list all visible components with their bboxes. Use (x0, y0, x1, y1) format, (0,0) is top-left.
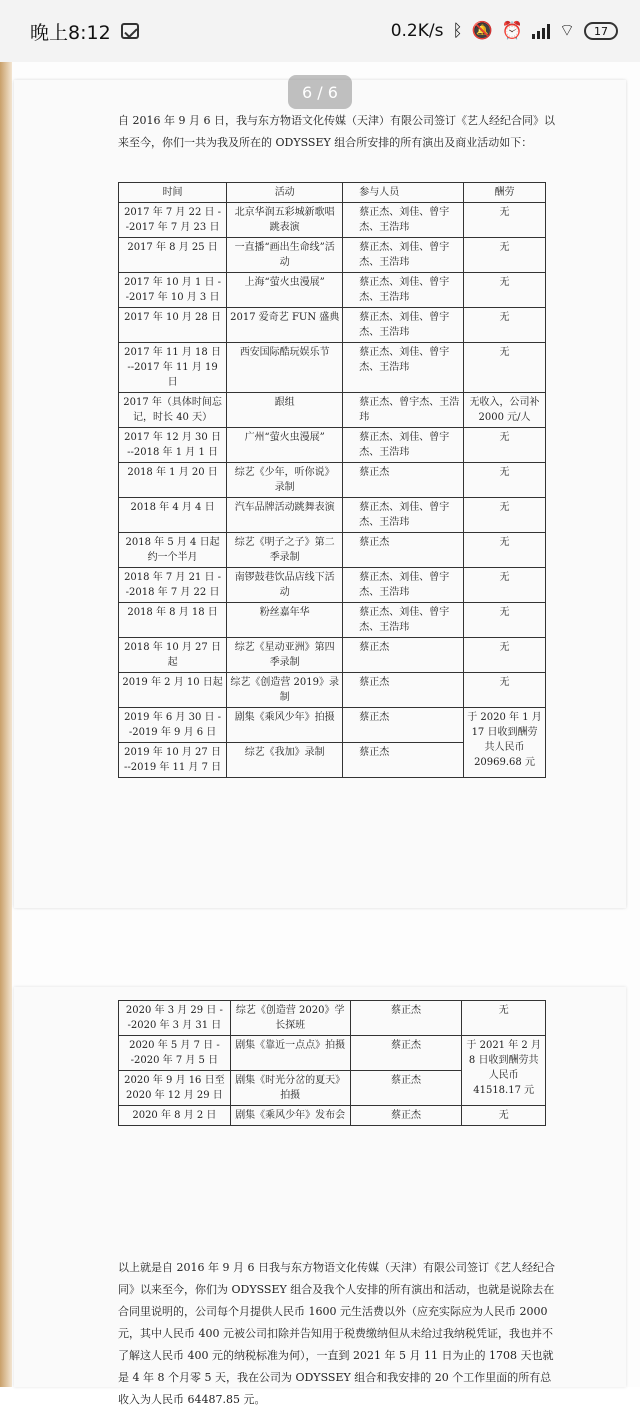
cell-people: 蔡正杰、刘佳、曾宇杰、王浩玮 (343, 343, 464, 393)
cell-activity: 汽车品牌活动跳舞表演 (227, 498, 343, 533)
cell-activity: 2017 爱奇艺 FUN 盛典 (227, 308, 343, 343)
table-row (119, 673, 546, 708)
cell-time: 2020 年 9 月 16 日至 2020 年 12 月 29 日 (119, 1071, 231, 1106)
previous-image-edge (0, 62, 12, 1387)
cell-pay: 无 (464, 638, 546, 673)
cell-activity: 南锣鼓巷饮品店线下活动 (227, 568, 343, 603)
clock: 晚上8:12 (30, 21, 111, 44)
table-row (119, 603, 546, 638)
cell-pay: 无 (462, 1001, 546, 1036)
intro-paragraph: 自 2016 年 9 月 6 日，我与东方物语文化传媒（天津）有限公司签订《艺人经纪合同》以来至今，你们一共为我及所在的 ODYSSEY 组合所安排的所有演出及商业活动如下： (118, 114, 555, 149)
cell-time: 2020 年 5 月 7 日 --2020 年 7 月 5 日 (119, 1036, 231, 1071)
status-right (391, 21, 618, 41)
status-left (30, 18, 139, 45)
image-viewer[interactable] (0, 62, 640, 1406)
table-row (119, 273, 546, 308)
table-row (119, 393, 546, 428)
cell-time: 2018 年 8 月 18 日 (119, 603, 227, 638)
table-body-2 (119, 1001, 546, 1126)
cell-activity: 综艺《星动亚洲》第四季录制 (227, 638, 343, 673)
cell-activity: 综艺《创造营 2020》学长探班 (230, 1001, 350, 1036)
table-row (119, 498, 546, 533)
header-pay: 酬劳 (464, 183, 546, 203)
cell-activity: 综艺《我加》录制 (227, 743, 343, 778)
cell-pay: 无 (464, 568, 546, 603)
cell-pay: 无 (464, 673, 546, 708)
cell-pay: 无 (464, 603, 546, 638)
cell-people: 蔡正杰、刘佳、曾宇杰、王浩玮 (343, 568, 464, 603)
document-page-1 (14, 80, 626, 908)
cell-time: 2017 年 12 月 30 日 --2018 年 1 月 1 日 (119, 428, 227, 463)
cell-pay: 无 (464, 463, 546, 498)
cell-people: 蔡正杰、刘佳、曾宇杰、王浩玮 (343, 238, 464, 273)
table-header-row (119, 183, 546, 203)
cell-time: 2018 年 10 月 27 日起 (119, 638, 227, 673)
activity-table-2 (118, 1000, 546, 1126)
status-bar (0, 0, 640, 62)
cell-activity: 综艺《明子之子》第二季录制 (227, 533, 343, 568)
battery-icon (584, 22, 618, 40)
table-row (119, 238, 546, 273)
cell-activity: 北京华润五彩城新歌唱跳表演 (227, 203, 343, 238)
cell-people: 蔡正杰、刘佳、曾宇杰、王浩玮 (343, 603, 464, 638)
image-counter: 6 / 6 (288, 75, 352, 109)
cell-people: 蔡正杰、刘佳、曾宇杰、王浩玮 (343, 428, 464, 463)
wifi-icon: ⌔ (559, 20, 575, 41)
cell-signal-icon (532, 23, 550, 39)
document-page-2 (14, 987, 626, 1406)
cell-pay: 无收入，公司补 2000 元/人 (464, 393, 546, 428)
cell-time: 2017 年 11 月 18 日 --2017 年 11 月 19 日 (119, 343, 227, 393)
cell-people: 蔡正杰、刘佳、曾宇杰、王浩玮 (343, 498, 464, 533)
cell-time: 2017 年（具体时间忘记，时长 40 天） (119, 393, 227, 428)
cell-people: 蔡正杰 (343, 638, 464, 673)
cell-pay: 于 2020 年 1 月 17 日收到酬劳共人民币 20969.68 元 (464, 708, 546, 778)
mute-bell-icon: 🔕 (471, 20, 493, 41)
cell-time: 2019 年 10 月 27 日 --2019 年 11 月 7 日 (119, 743, 227, 778)
cell-people: 蔡正杰 (343, 533, 464, 568)
cell-time: 2020 年 8 月 2 日 (119, 1106, 231, 1126)
message-notification-icon (121, 23, 139, 39)
cell-activity: 广州“萤火虫漫展” (227, 428, 343, 463)
cell-activity: 跟组 (227, 393, 343, 428)
table-row (119, 463, 546, 498)
cell-people: 蔡正杰 (350, 1106, 462, 1126)
table-row (119, 708, 546, 743)
cell-activity: 剧集《时光分岔的夏天》拍摄 (230, 1071, 350, 1106)
cell-people: 蔡正杰 (350, 1036, 462, 1071)
cell-people: 蔡正杰 (343, 673, 464, 708)
cell-time: 2019 年 6 月 30 日 --2019 年 9 月 6 日 (119, 708, 227, 743)
table-row (119, 308, 546, 343)
cell-pay: 无 (462, 1106, 546, 1126)
activity-table-1 (118, 182, 546, 778)
cell-pay: 无 (464, 343, 546, 393)
cell-pay: 无 (464, 273, 546, 308)
cell-time: 2018 年 4 月 4 日 (119, 498, 227, 533)
cell-time: 2018 年 1 月 20 日 (119, 463, 227, 498)
cell-people: 蔡正杰、刘佳、曾宇杰、王浩玮 (343, 308, 464, 343)
cell-people: 蔡正杰 (350, 1001, 462, 1036)
cell-people: 蔡正杰、刘佳、曾宇杰、王浩玮 (343, 203, 464, 238)
header-activity: 活动 (227, 183, 343, 203)
cell-activity: 一直播“画出生命线”活动 (227, 238, 343, 273)
cell-pay: 无 (464, 238, 546, 273)
cell-pay: 无 (464, 533, 546, 568)
table-row (119, 568, 546, 603)
cell-activity: 剧集《靠近一点点》拍摄 (230, 1036, 350, 1071)
table-row (119, 428, 546, 463)
table-row (119, 1001, 546, 1036)
cell-pay: 于 2021 年 2 月 8 日收到酬劳共人民币 41518.17 元 (462, 1036, 546, 1106)
cell-pay: 无 (464, 498, 546, 533)
alarm-icon: ⏰ (501, 20, 524, 41)
cell-people: 蔡正杰、曾宇杰、王浩玮 (343, 393, 464, 428)
cell-time: 2017 年 10 月 28 日 (119, 308, 227, 343)
cell-activity: 上海“萤火虫漫展” (227, 273, 343, 308)
cell-time: 2018 年 5 月 4 日起约一个半月 (119, 533, 227, 568)
cell-time: 2017 年 7 月 22 日 --2017 年 7 月 23 日 (119, 203, 227, 238)
cell-people: 蔡正杰、刘佳、曾宇杰、王浩玮 (343, 273, 464, 308)
summary-paragraph: 以上就是自 2016 年 9 月 6 日我与东方物语文化传媒（天津）有限公司签订《艺人经纪合同》以来至今，你们为 ODYSSEY 组合及我个人安排的所有演出和活动，也就是说除去在合同里说明的，公司每个月提供人民币 1600 元生活费以外（应充实际应为人民币 2000 元，其中人民币 400 元被公司扣除并告知用于税费缴纳但从未给过我纳税凭证，我也并不了解这人民币 400 元的纳税标准为何），一直到 2021 年 5 月 11 日为止的 1708 天也就是 4 年 8 个月零 5 天，我在公司为 ODYSSEY 组合和我安排的 20 个工作里面的所有总收入为人民币 64487.85 元。 (118, 1261, 555, 1406)
table-row (119, 638, 546, 673)
table-row (119, 1106, 546, 1126)
cell-activity: 综艺《少年，听你说》录制 (227, 463, 343, 498)
table-body-1 (119, 203, 546, 778)
cell-time: 2019 年 2 月 10 日起 (119, 673, 227, 708)
network-speed: 0.2K/s (390, 21, 444, 41)
cell-time: 2018 年 7 月 21 日 --2018 年 7 月 22 日 (119, 568, 227, 603)
cell-pay: 无 (464, 203, 546, 238)
battery-level: 17 (594, 24, 608, 38)
cell-activity: 西安国际酷玩娱乐节 (227, 343, 343, 393)
cell-people: 蔡正杰 (343, 743, 464, 778)
cell-pay: 无 (464, 308, 546, 343)
cell-time: 2017 年 10 月 1 日 --2017 年 10 月 3 日 (119, 273, 227, 308)
header-people: 参与人员 (343, 183, 464, 203)
table-row (119, 203, 546, 238)
cell-activity: 剧集《乘风少年》拍摄 (227, 708, 343, 743)
cell-people: 蔡正杰 (343, 463, 464, 498)
cell-time: 2017 年 8 月 25 日 (119, 238, 227, 273)
table-row (119, 1036, 546, 1071)
cell-people: 蔡正杰 (350, 1071, 462, 1106)
cell-people: 蔡正杰 (343, 708, 464, 743)
table-row (119, 533, 546, 568)
table-row (119, 343, 546, 393)
cell-time: 2020 年 3 月 29 日 --2020 年 3 月 31 日 (119, 1001, 231, 1036)
header-time: 时间 (119, 183, 227, 203)
cell-activity: 综艺《创造营 2019》录制 (227, 673, 343, 708)
cell-activity: 剧集《乘风少年》发布会 (230, 1106, 350, 1126)
bluetooth-icon: ᛒ (452, 20, 463, 41)
cell-activity: 粉丝嘉年华 (227, 603, 343, 638)
cell-pay: 无 (464, 428, 546, 463)
